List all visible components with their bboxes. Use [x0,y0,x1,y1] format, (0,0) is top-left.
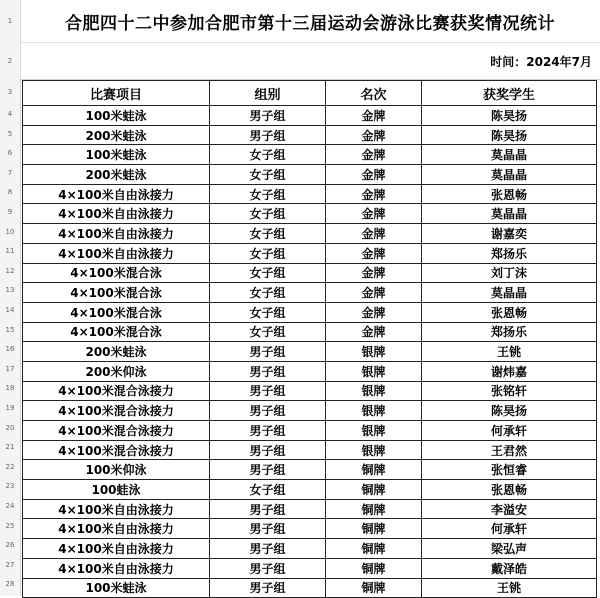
table-row [23,519,597,539]
row-number: 1 [7,17,13,25]
cell-student: 谢嘉奕 [422,224,597,244]
date-label: 时间：2024年7月 [490,54,592,69]
cell-group: 男子组 [210,578,326,598]
cell-rank: 金牌 [326,165,422,185]
row-number: 19 [5,404,15,412]
cell-student: 莫晶晶 [422,165,597,185]
cell-rank: 金牌 [326,224,422,244]
table-row [23,224,597,244]
cell-group: 男子组 [210,440,326,460]
row-number: 18 [5,384,15,393]
table-row [23,578,597,598]
cell-event: 100蛙泳 [23,480,210,500]
table-row [23,165,597,185]
table-row [23,440,597,460]
cell-event: 4×100米自由泳接力 [23,243,210,263]
cell-rank: 铜牌 [326,519,422,539]
header-group: 组别 [210,81,326,106]
cell-group: 女子组 [210,145,326,165]
cell-student: 王铫 [422,342,597,362]
table-row [23,322,597,342]
row-number: 12 [5,266,15,275]
cell-student: 李溢安 [422,499,597,519]
row-number: 10 [5,227,15,236]
cell-event: 4×100米混合泳接力 [23,440,210,460]
cell-group: 男子组 [210,106,326,126]
cell-group: 女子组 [210,224,326,244]
row-number: 14 [5,306,15,314]
row-number: 6 [7,149,13,158]
cell-student: 郑扬乐 [422,322,597,342]
cell-event: 4×100米混合泳 [23,302,210,322]
cell-student: 张铭轩 [422,381,597,401]
header-student: 获奖学生 [422,81,597,106]
row-number: 9 [7,208,13,216]
table-row [23,283,597,303]
cell-group: 女子组 [210,263,326,283]
row-number: 2 [7,57,13,65]
cell-student: 张恩畅 [422,480,597,500]
table-row [23,401,597,421]
cell-event: 4×100米自由泳接力 [23,558,210,578]
cell-student: 陈昊扬 [422,106,597,126]
cell-event: 4×100米混合泳接力 [23,381,210,401]
cell-event: 4×100米自由泳接力 [23,519,210,539]
cell-group: 男子组 [210,401,326,421]
cell-student: 莫晶晶 [422,283,597,303]
row-number: 16 [5,345,15,354]
cell-rank: 铜牌 [326,460,422,480]
cell-rank: 铜牌 [326,558,422,578]
cell-student: 王铫 [422,578,597,598]
cell-event: 4×100米自由泳接力 [23,224,210,244]
row-number: 23 [5,482,15,491]
cell-group: 女子组 [210,283,326,303]
cell-rank: 铜牌 [326,539,422,559]
table-row [23,539,597,559]
cell-rank: 金牌 [326,125,422,145]
cell-rank: 金牌 [326,283,422,303]
table-row [23,460,597,480]
cell-rank: 银牌 [326,381,422,401]
row-number: 3 [7,88,13,96]
table-row [23,204,597,224]
cell-group: 男子组 [210,342,326,362]
cell-student: 王君然 [422,440,597,460]
cell-student: 梁弘声 [422,539,597,559]
row-number: 24 [5,502,15,510]
cell-student: 戴泽皓 [422,558,597,578]
cell-event: 4×100米自由泳接力 [23,539,210,559]
cell-group: 男子组 [210,361,326,381]
cell-rank: 铜牌 [326,578,422,598]
row-number: 13 [5,286,15,295]
row-number: 20 [5,423,15,432]
table-row [23,381,597,401]
row-number-gutter [0,0,21,596]
cell-student: 陈昊扬 [422,401,597,421]
cell-group: 男子组 [210,421,326,441]
cell-rank: 金牌 [326,243,422,263]
cell-student: 张恩畅 [422,184,597,204]
cell-group: 男子组 [210,125,326,145]
cell-rank: 金牌 [326,322,422,342]
cell-rank: 铜牌 [326,499,422,519]
cell-rank: 金牌 [326,204,422,224]
row-number: 26 [5,541,15,550]
table-row [23,125,597,145]
row-number: 8 [7,188,13,197]
cell-event: 4×100米自由泳接力 [23,204,210,224]
row-number: 17 [5,364,15,373]
cell-rank: 金牌 [326,184,422,204]
cell-event: 100米仰泳 [23,460,210,480]
cell-student: 刘丁沫 [422,263,597,283]
cell-rank: 金牌 [326,263,422,283]
table-row [23,361,597,381]
header-event: 比赛项目 [23,81,210,106]
header-rank: 名次 [326,81,422,106]
cell-group: 男子组 [210,499,326,519]
cell-group: 女子组 [210,165,326,185]
cell-group: 女子组 [210,204,326,224]
row-number: 7 [7,168,13,177]
row-number: 21 [5,443,15,452]
cell-group: 女子组 [210,480,326,500]
cell-rank: 金牌 [326,106,422,126]
cell-event: 100米蛙泳 [23,145,210,165]
cell-group: 男子组 [210,519,326,539]
cell-group: 男子组 [210,460,326,480]
table-header-row [23,81,597,106]
row-number: 28 [5,580,15,589]
cell-group: 女子组 [210,322,326,342]
results-table [22,80,597,598]
cell-event: 200米蛙泳 [23,125,210,145]
cell-event: 200米蛙泳 [23,165,210,185]
cell-rank: 金牌 [326,302,422,322]
page-title: 合肥四十二中参加合肥市第十三届运动会游泳比赛获奖情况统计 [20,0,600,43]
table-row [23,499,597,519]
cell-rank: 金牌 [326,145,422,165]
table-row [23,243,597,263]
cell-student: 陈昊扬 [422,125,597,145]
cell-group: 男子组 [210,539,326,559]
cell-event: 4×100米混合泳 [23,322,210,342]
table-row [23,145,597,165]
cell-student: 莫晶晶 [422,145,597,165]
cell-student: 张恩畅 [422,302,597,322]
cell-event: 4×100米自由泳接力 [23,184,210,204]
cell-event: 100米蛙泳 [23,106,210,126]
row-number: 25 [5,521,15,530]
table-row [23,558,597,578]
table-row [23,342,597,362]
cell-student: 谢炜嘉 [422,361,597,381]
row-number: 5 [7,129,13,138]
table-row [23,421,597,441]
cell-group: 男子组 [210,558,326,578]
cell-student: 张恒睿 [422,460,597,480]
cell-rank: 银牌 [326,421,422,441]
cell-rank: 银牌 [326,361,422,381]
table-row [23,106,597,126]
cell-rank: 铜牌 [326,480,422,500]
cell-event: 4×100米自由泳接力 [23,499,210,519]
table-row [23,302,597,322]
cell-student: 何承轩 [422,519,597,539]
row-number: 4 [7,110,13,118]
cell-event: 4×100米混合泳 [23,263,210,283]
cell-group: 男子组 [210,381,326,401]
cell-event: 4×100米混合泳接力 [23,421,210,441]
cell-rank: 银牌 [326,342,422,362]
cell-student: 何承轩 [422,421,597,441]
table-row [23,480,597,500]
cell-student: 郑扬乐 [422,243,597,263]
row-number: 22 [5,462,15,471]
cell-event: 200米仰泳 [23,361,210,381]
cell-event: 100米蛙泳 [23,578,210,598]
table-row [23,184,597,204]
cell-group: 女子组 [210,243,326,263]
cell-rank: 银牌 [326,440,422,460]
row-number: 27 [5,560,15,569]
row-number: 11 [5,247,15,256]
cell-student: 莫晶晶 [422,204,597,224]
cell-group: 女子组 [210,184,326,204]
cell-event: 4×100米混合泳 [23,283,210,303]
table-row [23,263,597,283]
cell-rank: 银牌 [326,401,422,421]
cell-group: 女子组 [210,302,326,322]
row-number: 15 [5,325,15,334]
cell-event: 4×100米混合泳接力 [23,401,210,421]
cell-event: 200米蛙泳 [23,342,210,362]
